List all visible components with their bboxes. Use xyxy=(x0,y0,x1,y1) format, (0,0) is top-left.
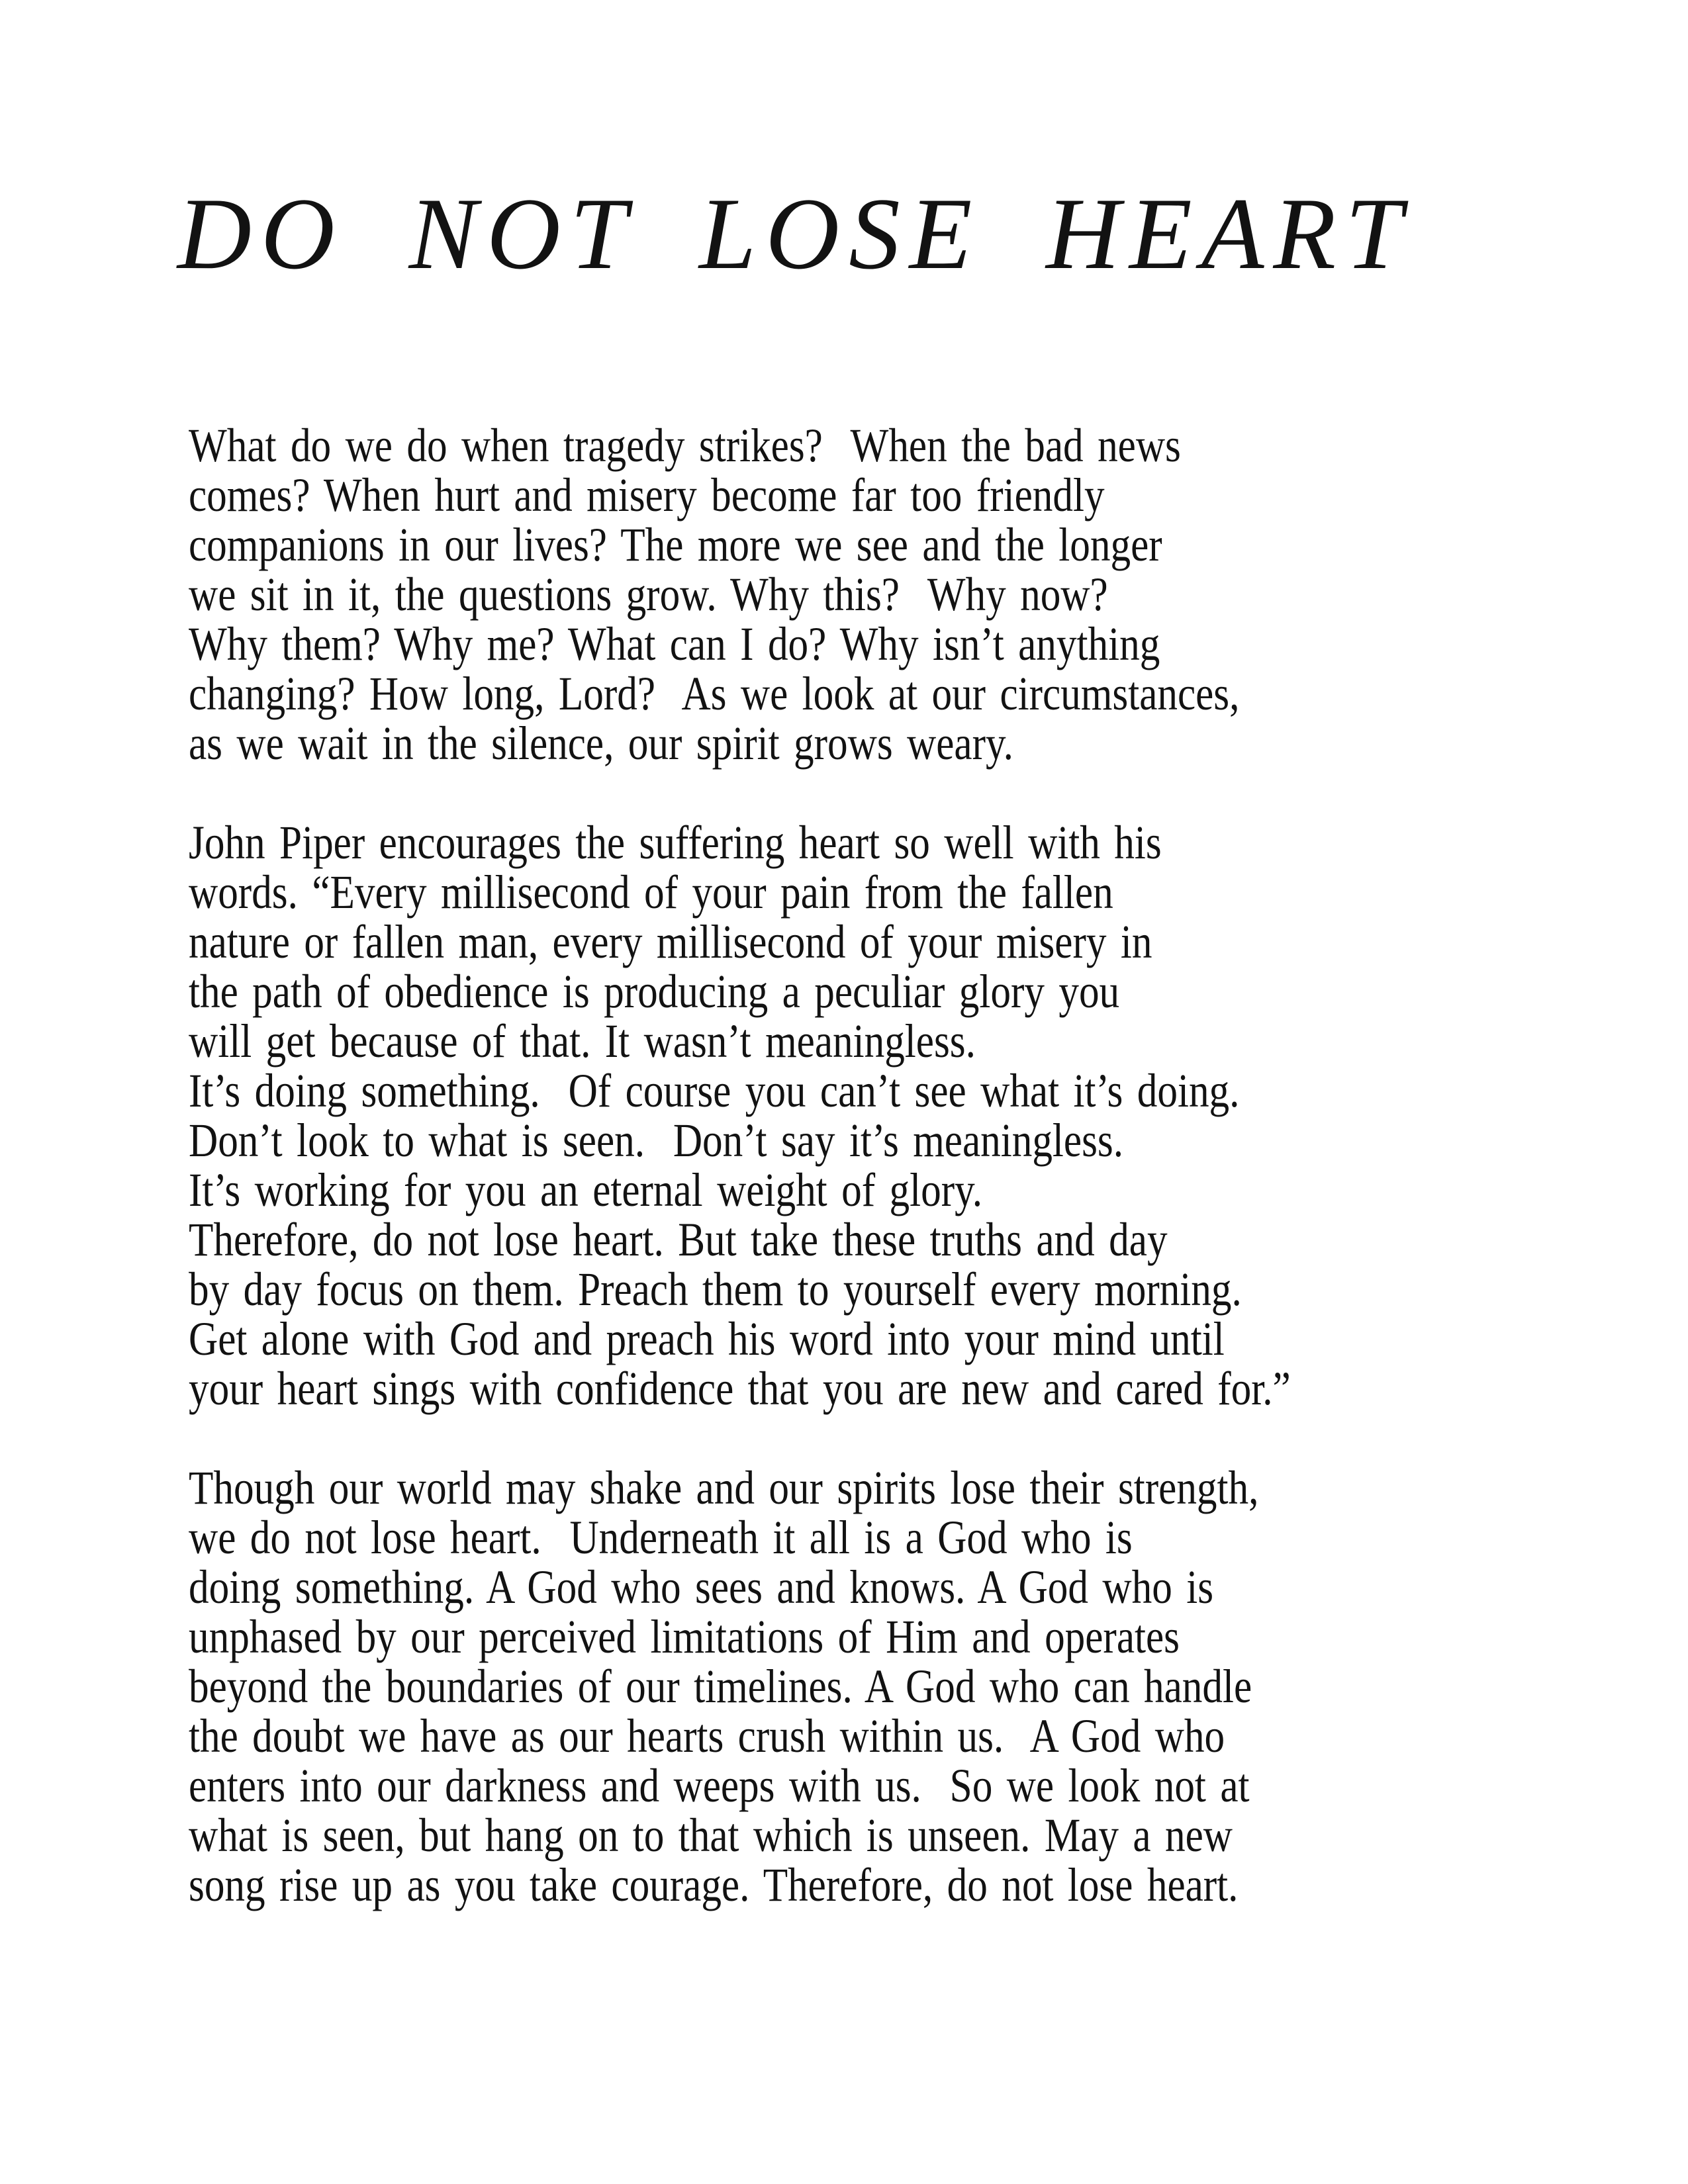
text-line: your heart sings with confidence that you are new and cared for.” xyxy=(189,1362,1291,1415)
text-line: the path of obedience is producing a peculiar glory you xyxy=(189,965,1120,1018)
paragraph xyxy=(189,1463,1539,1910)
text-line: words. “Every millisecond of your pain from the fallen xyxy=(189,866,1113,919)
text-line: changing? How long, Lord? As we look at our circumstances, xyxy=(189,667,1240,720)
text-line: John Piper encourages the suffering heart so well with his xyxy=(189,816,1162,869)
paragraph xyxy=(189,818,1539,1414)
text-line: enters into our darkness and weeps with us. So we look not at xyxy=(189,1759,1250,1812)
text-line: will get because of that. It wasn’t meaningless. xyxy=(189,1015,976,1068)
body-text xyxy=(189,421,1539,1910)
document-title: DO NOT LOSE HEART xyxy=(177,177,1412,291)
text-line: It’s doing something. Of course you can’t see what it’s doing. xyxy=(189,1064,1240,1117)
text-line: companions in our lives? The more we see and the longer xyxy=(189,518,1162,571)
text-line: comes? When hurt and misery become far too friendly xyxy=(189,469,1105,522)
text-line: Don’t look to what is seen. Don’t say it’s meaningless. xyxy=(189,1114,1124,1167)
text-line: the doubt we have as our hearts crush within us. A God who xyxy=(189,1709,1225,1762)
text-line: we sit in it, the questions grow. Why this? Why now? xyxy=(189,568,1108,621)
text-line: doing something. A God who sees and knows. A God who is xyxy=(189,1561,1214,1614)
text-line: what is seen, but hang on to that which is unseen. May a new xyxy=(189,1809,1233,1862)
paragraph xyxy=(189,421,1539,768)
text-line: What do we do when tragedy strikes? When the bad news xyxy=(189,419,1181,472)
text-line: nature or fallen man, every millisecond of your misery in xyxy=(189,915,1152,968)
text-line: Though our world may shake and our spirits lose their strength, xyxy=(189,1461,1259,1514)
text-line: It’s working for you an eternal weight of glory. xyxy=(189,1163,983,1216)
text-line: beyond the boundaries of our timelines. A God who can handle xyxy=(189,1660,1252,1713)
text-line: Get alone with God and preach his word into your mind until xyxy=(189,1312,1225,1365)
text-line: by day focus on them. Preach them to yourself every morning. xyxy=(189,1263,1242,1316)
text-line: song rise up as you take courage. Therefore, do not lose heart. xyxy=(189,1858,1239,1911)
text-line: we do not lose heart. Underneath it all is a God who is xyxy=(189,1511,1133,1564)
text-line: Why them? Why me? What can I do? Why isn’t anything xyxy=(189,617,1160,670)
text-line: Therefore, do not lose heart. But take these truths and day xyxy=(189,1213,1168,1266)
text-line: as we wait in the silence, our spirit grows weary. xyxy=(189,717,1013,770)
text-line: unphased by our perceived limitations of Him and operates xyxy=(189,1610,1180,1663)
